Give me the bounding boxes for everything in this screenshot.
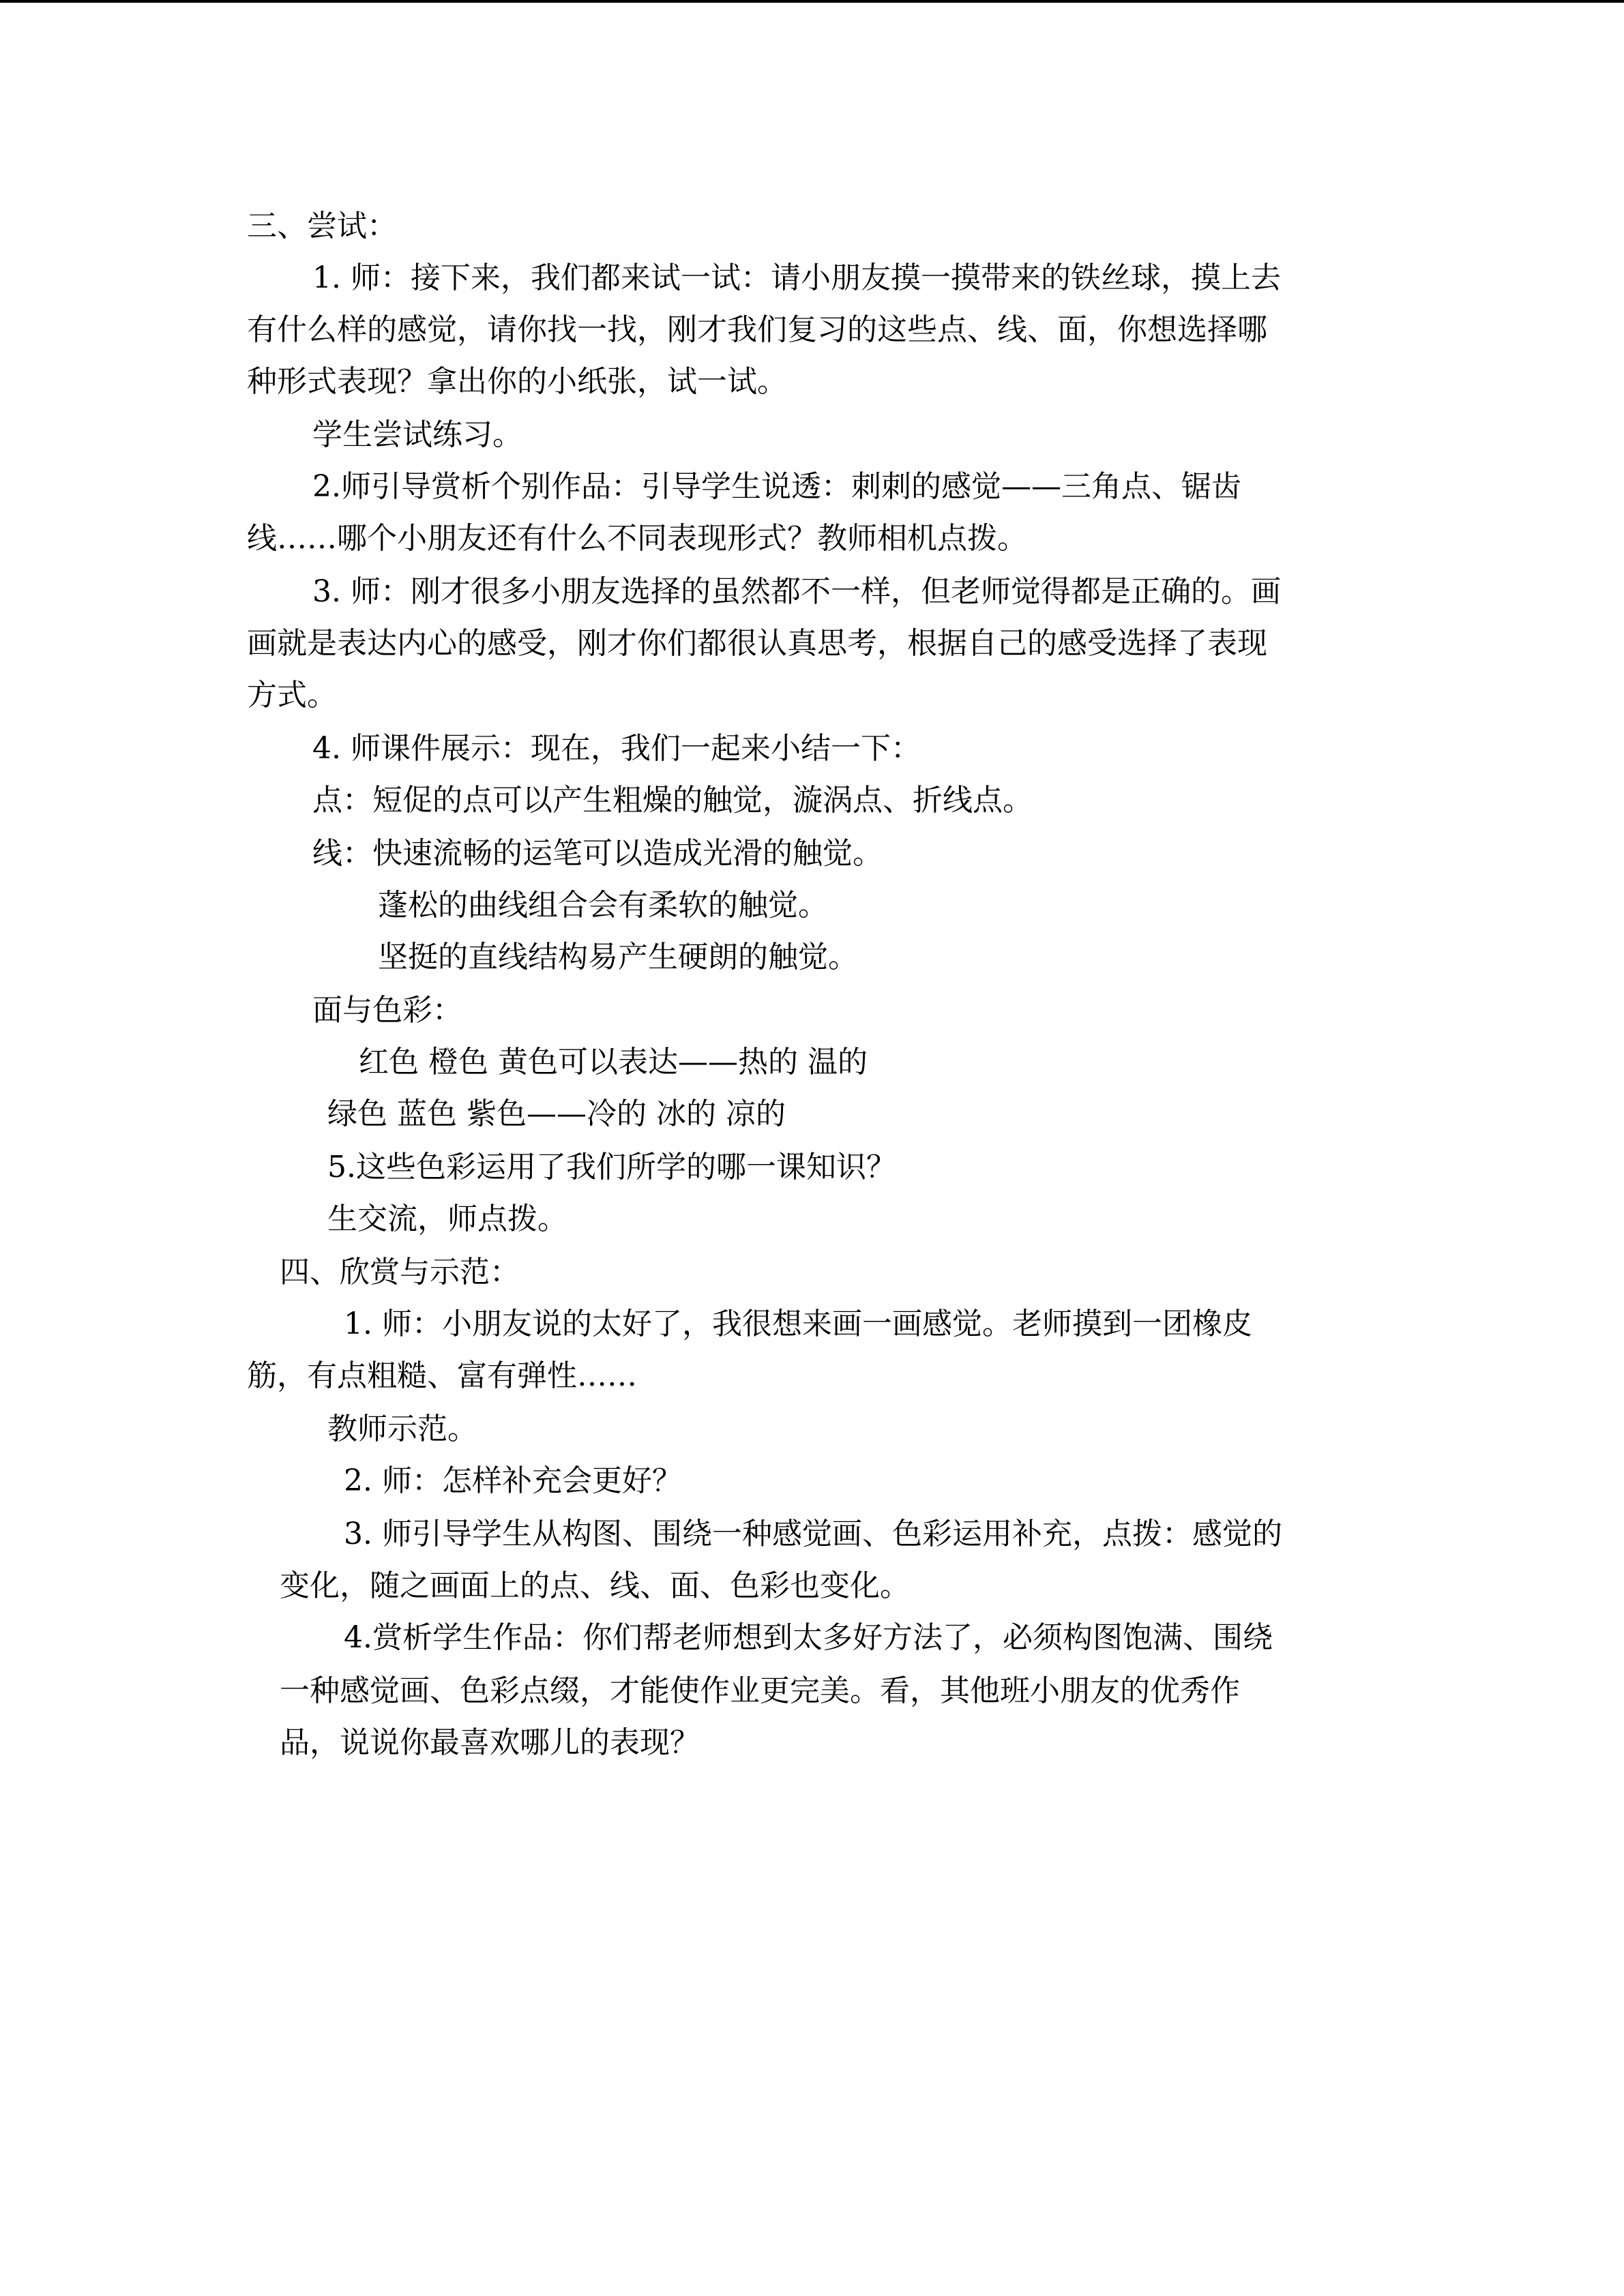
paragraph-line: 生交流，师点拨。	[327, 1202, 567, 1236]
summary-line-line: 线：快速流畅的运笔可以造成光滑的触觉。	[312, 836, 883, 871]
summary-line-line: 坚挺的直线结构易产生硬朗的触觉。	[378, 940, 858, 974]
summary-point-line: 点：短促的点可以产生粗燥的触觉，漩涡点、折线点。	[312, 783, 1033, 818]
paragraph-line: 3. 师引导学生从构图、围绕一种感觉画、色彩运用补充，点拨：感觉的	[344, 1517, 1282, 1551]
paragraph-line: 1. 师：小朋友说的太好了，我很想来画一画感觉。老师摸到一团橡皮	[344, 1307, 1252, 1341]
paragraph-line: 4. 师课件展示：现在，我们一起来小结一下：	[312, 731, 921, 766]
paragraph-line: 品，说说你最喜欢哪儿的表现？	[280, 1725, 700, 1760]
summary-color-heading: 面与色彩：	[312, 993, 462, 1028]
section-heading-try: 三、尝试：	[247, 209, 397, 243]
paragraph-line: 3. 师：刚才很多小朋友选择的虽然都不一样，但老师觉得都是正确的。画	[312, 574, 1281, 609]
paragraph-line: 学生尝试练习。	[312, 417, 522, 452]
paragraph-line: 教师示范。	[327, 1412, 477, 1446]
paragraph-line: 方式。	[247, 678, 337, 713]
paragraph-line: 变化，随之画面上的点、线、面、色彩也变化。	[280, 1568, 910, 1603]
paragraph-line: 2. 师：怎样补充会更好？	[344, 1463, 682, 1498]
paragraph-line: 种形式表现？拿出你的小纸张，试一试。	[247, 364, 787, 399]
summary-color-cool: 绿色 蓝色 紫色——冷的 冰的 凉的	[327, 1097, 786, 1131]
paragraph-line: 5.这些色彩运用了我们所学的哪一课知识？	[327, 1150, 896, 1184]
summary-line-line: 蓬松的曲线组合会有柔软的触觉。	[378, 888, 828, 923]
paragraph-line: 4.赏析学生作品：你们帮老师想到太多好方法了，必须构图饱满、围绕	[344, 1620, 1273, 1655]
paragraph-line: 线……哪个小朋友还有什么不同表现形式？教师相机点拨。	[247, 521, 1027, 556]
paragraph-line: 筋，有点粗糙、富有弹性……	[247, 1358, 637, 1393]
paragraph-line: 1. 师：接下来，我们都来试一试：请小朋友摸一摸带来的铁丝球，摸上去	[312, 260, 1281, 295]
paragraph-line: 画就是表达内心的感受，刚才你们都很认真思考，根据自己的感受选择了表现	[247, 626, 1267, 661]
paragraph-line: 一种感觉画、色彩点缀，才能使作业更完美。看，其他班小朋友的优秀作	[280, 1673, 1240, 1708]
paragraph-line: 2.师引导赏析个别作品：引导学生说透：刺刺的感觉——三角点、锯齿	[312, 469, 1241, 504]
section-heading-appreciate: 四、欣赏与示范：	[280, 1255, 520, 1289]
summary-color-warm: 红色 橙色 黄色可以表达——热的 温的	[359, 1045, 868, 1079]
paragraph-line: 有什么样的感觉，请你找一找，刚才我们复习的这些点、线、面，你想选择哪	[247, 312, 1267, 347]
